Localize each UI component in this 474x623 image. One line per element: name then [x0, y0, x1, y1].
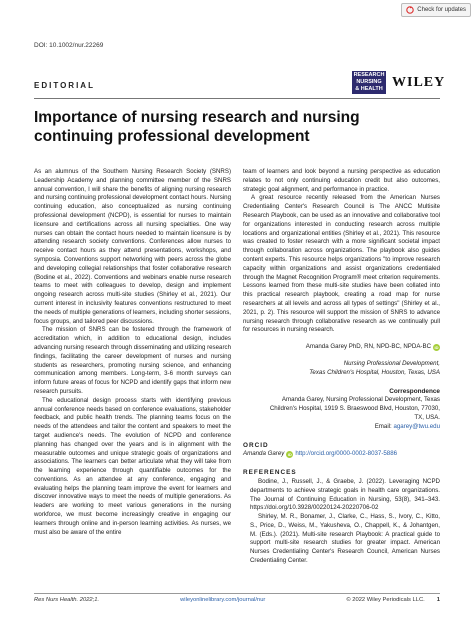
article-title: Importance of nursing research and nursing continuing professional development: [34, 109, 360, 145]
footer-copyright: © 2022 Wiley Periodicals LLC.: [346, 597, 425, 603]
orcid-entry: [243, 450, 440, 459]
footer-url[interactable]: wileyonlinelibrary.com/journal/nur: [180, 597, 266, 603]
correspondence-line: Children's Hospital, 1919 S. Braeswood Blvd, Houston, 77030,: [269, 405, 440, 413]
orcid-link[interactable]: http://orcid.org/0000-0002-8037-5886: [295, 450, 398, 458]
body-paragraph: The mission of SNRS can be fostered through the framework of accreditation which, in addition to educational design, includes advancing nursing research through disseminating and utilizing research findings, facilitating the career development of nurses and nursing students as researchers, promoting nursing science, and enhancing communication among members. Long-term, 3-6 month surveys can inform future areas of focus for NCPD and identify gaps that inform new research pursuits.: [34, 326, 231, 395]
refresh-icon: [406, 6, 414, 14]
correspondence-line: Amanda Garey, Nursing Professional Development, Texas: [281, 396, 440, 404]
journal-logo-line: NURSING: [356, 79, 382, 85]
author-name: Amanda Garey PhD, RN, NPD-BC, NPDA-BC: [305, 343, 431, 351]
body-paragraph: A great resource recently released from the American Nurses Credentialing Center's Research Council is The ANCC Multisite Research Playbook, can be used as an innovative and collaborative tool for organizations interested in conducting research across multiple locations and organizational entities (Shirley et al., 2021). This resource was created to foster research with a more significant societal impact through collaboration across organizations. The playbook also guides content experts. This resource helps organizations "to improve research capacity within organizations and assist organizations credentialed through the Magnet Recognition Program® meet criterion requirements. Lessons learned from these multi-site studies have been collated into this practical research playbook, creating a road map for nurse researchers at all levels and across all types of settings" (Shirley et al., 2021, p. 2). This resource will support the mission of SNRS to advance nursing research through collaborative research as we continually pull for resources in nursing research.: [243, 194, 440, 334]
email-line: [243, 423, 440, 432]
email-label: Email:: [374, 422, 392, 430]
journal-logo-line: RESEARCH: [353, 72, 385, 78]
body-paragraph: The educational design process starts with identifying previous annual conference needs based on conference evaluations, stakeholder feedback, and public health trends. The planning teams focus on the needs of the attendees and tailor the content and speakers to meet the target audience's needs. The evolution of NCPD and conference planning has changed over the years and is in alignment with the measurable outcomes and unique strategic goals of organizations and associations. The learners can better articulate what they will take from the learning experience through quantifiable outcomes for the conventions. As an attendee at any conference, engaging and evaluating helps the planning team improve the event for learners and discover innovative ways to meet the needs of multiple generations. As leaders are working to meet various generations in the nursing workforce, we must become increasingly creative in engaging our learners through online and in-person learning activities. As nurses, we must also be aware of the entire: [34, 396, 231, 536]
reference-item: Shirley, M. R., Bonamer, J., Clarke, C., Hass, S., Ivory, C., Kitto, S., Price, D., Weiss, M., Yakusheva, O., Chappell, K., & Johantgen, M. (Eds.). (2021). Multi-site research Playbook: A practical guide to support multi-site research studies for greater impact. American Nurses Credentialing Center's Research Council, American Nurses Credentialing Center.: [250, 513, 440, 565]
right-column: [243, 168, 440, 566]
orcid-heading: ORCID: [243, 441, 269, 449]
footer-divider: [34, 593, 440, 594]
affiliation-line: Nursing Professional Development,: [343, 359, 440, 367]
body-paragraph: As an alumnus of the Southern Nursing Research Society (SNRS) Leadership Academy and planning committee member of the SNRS annual convention, I will share the benefits of aligning nursing research and nursing continuing professional development contact hours. Nursing continuing education, also conceptualized as nursing continuing professional development (NCPD), is essential for nurses to maintain licensure and certifications across all nursing specialties. One way nurses can obtain the contact hours needed to maintain licensure is by attending research society conventions. Conferences allow nurses to receive contact hours as they attend presentations, workshops, and symposia. Conventions support networking with peers across the globe and developing collegial relationships that foster collaborative research (Bodine et al., 2022). Conventions and webinars enable nurse research teams to meet with colleagues to develop, design and implement ongoing research across multi-site studies (Shirley et al., 2021). Our current interest in inclusivity features conventions restructured to meet the needs of multiple generations of learners, including shorter sessions, focus groups, and tailored peer discussions.: [34, 168, 231, 325]
header-divider: [34, 98, 440, 99]
page-number: 1: [436, 597, 440, 603]
correspondence-address: [243, 396, 440, 431]
section-label: EDITORIAL: [34, 81, 95, 90]
journal-logo-line: & HEALTH: [355, 86, 383, 92]
check-for-updates-label: Check for updates: [417, 7, 466, 13]
body-paragraph: team of learners and look beyond a nursing perspective as education relates to not only continuing education credit but also outcomes, strategic goal alignment, and performance in practice.: [243, 168, 440, 193]
author-signature: [243, 343, 440, 352]
orcid-name: Amanda Garey: [243, 450, 285, 458]
check-for-updates-button[interactable]: [401, 3, 471, 17]
correspondence-line: TX, USA.: [414, 413, 440, 421]
references-heading: REFERENCES: [243, 469, 297, 477]
footer-right: [346, 597, 440, 603]
author-affiliation: [243, 360, 440, 378]
correspondence-heading: Correspondence: [389, 387, 440, 395]
journal-logo: [352, 71, 386, 94]
orcid-icon: iD: [287, 452, 292, 458]
reference-item: Bodine, J., Russell, J., & Graebe, J. (2022). Leveraging NCPD departments to achieve strategic goals in health care organizations. The Journal of Continuing Education in Nursing, 53(8), 341–343. https://doi.org/10.3928/00220124-20220706-02: [250, 477, 440, 512]
page-footer: [34, 597, 440, 603]
publisher-logo: WILEY: [392, 75, 446, 90]
doi: DOI: 10.1002/nur.22269: [34, 42, 104, 49]
footer-journal: Res Nurs Health. 2022;1.: [34, 597, 100, 603]
email-link[interactable]: agarey@twu.edu: [393, 422, 440, 430]
affiliation-line: Texas Children's Hospital, Houston, Texas, USA: [309, 368, 440, 376]
left-column: [34, 168, 231, 537]
orcid-icon[interactable]: iD: [434, 345, 439, 351]
